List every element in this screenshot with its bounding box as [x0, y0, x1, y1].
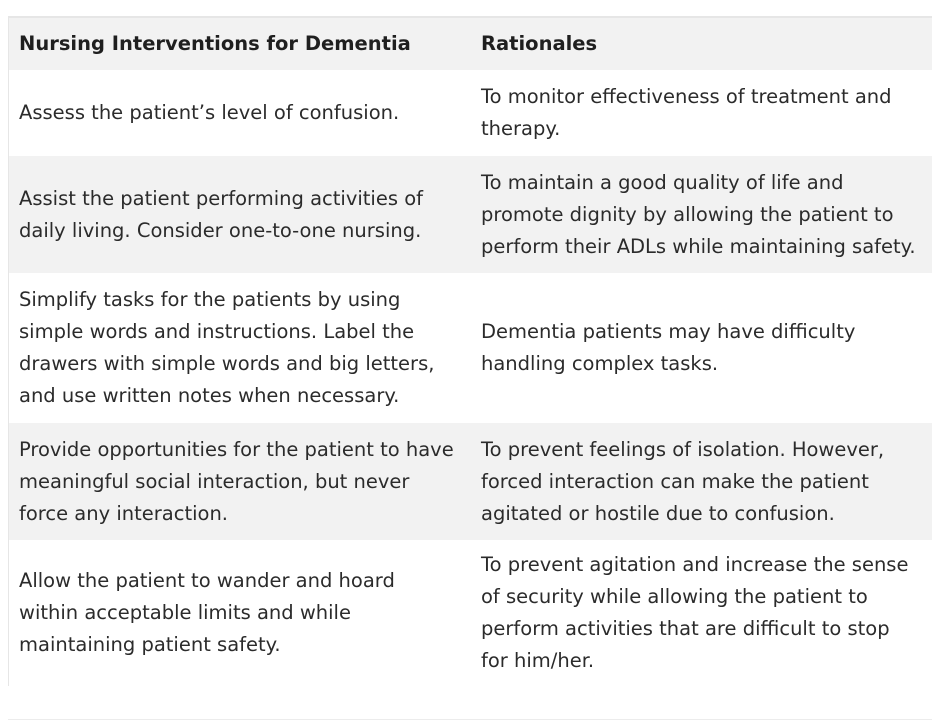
rationale-cell: To prevent feelings of isolation. However, forced interaction can make the patient agitated or hostile due to confusion.: [470, 423, 932, 540]
section-divider: [8, 719, 932, 720]
rationale-cell: To monitor effectiveness of treatment and therapy.: [470, 70, 932, 156]
nursing-interventions-table: [8, 18, 932, 686]
intervention-cell: Simplify tasks for the patients by using simple words and instructions. Label the drawers with simple words and big letters, and use written notes when necessary.: [8, 273, 470, 423]
intervention-cell: Provide opportunities for the patient to have meaningful social interaction, but never force any interaction.: [8, 423, 470, 540]
table-left-border: [8, 18, 9, 686]
rationale-cell: To prevent agitation and increase the sense of security while allowing the patient to perform activities that are difficult to stop for him/her.: [470, 540, 932, 686]
intervention-cell: Assist the patient performing activities of daily living. Consider one-to-one nursing.: [8, 156, 470, 273]
rationale-cell: Dementia patients may have difficulty handling complex tasks.: [470, 273, 932, 423]
rationale-cell: To maintain a good quality of life and promote dignity by allowing the patient to perform their ADLs while maintaining safety.: [470, 156, 932, 273]
intervention-cell: Assess the patient’s level of confusion.: [8, 70, 470, 156]
intervention-cell: Allow the patient to wander and hoard within acceptable limits and while maintaining patient safety.: [8, 540, 470, 686]
table-row: [8, 70, 932, 156]
table-row: [8, 423, 932, 540]
table-row: [8, 540, 932, 686]
table-header-row: [8, 18, 932, 70]
interventions-column-header: Nursing Interventions for Dementia: [8, 18, 470, 70]
table-row: [8, 156, 932, 273]
table-row: [8, 273, 932, 423]
rationales-column-header: Rationales: [470, 18, 932, 70]
